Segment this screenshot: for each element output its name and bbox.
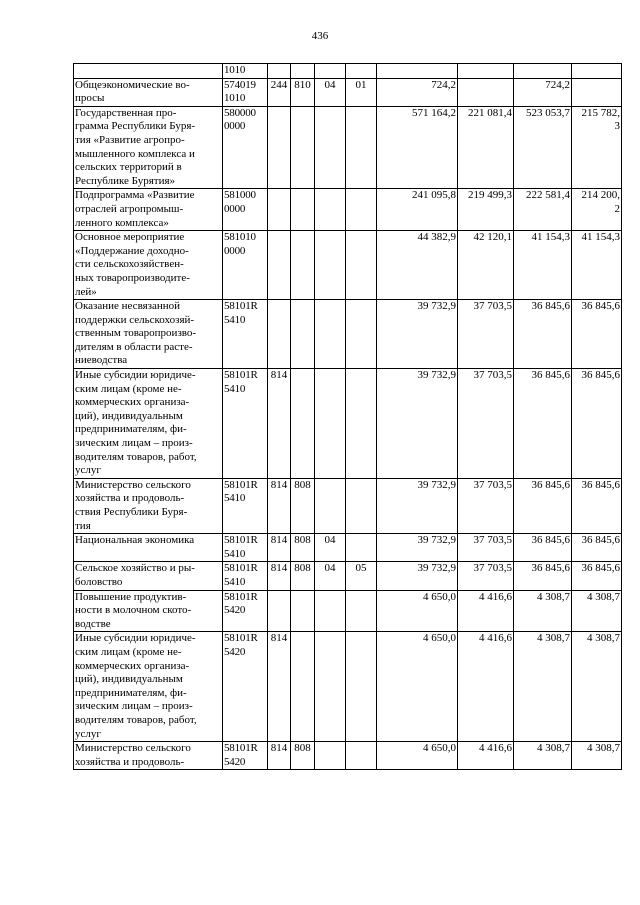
cell-subsection xyxy=(346,742,377,770)
cell-line: водстве xyxy=(75,617,111,630)
cell-line: зическим лицам – произ- xyxy=(75,437,193,450)
cell-amount-2: 221 081,4 xyxy=(458,106,514,189)
cell-line: 58101R xyxy=(224,562,258,575)
cell-line: коммерческих организа- xyxy=(75,396,190,409)
cell-ministry-code xyxy=(291,590,315,632)
cell-line: Республике Бурятия» xyxy=(75,174,176,187)
cell-expense-type xyxy=(268,106,291,189)
cell-expense-type: 814 xyxy=(268,369,291,479)
cell-line: 581000 xyxy=(224,189,256,202)
cell-line: 574019 xyxy=(224,78,256,91)
cell-amount-3: 4 308,7 xyxy=(514,632,572,742)
cell-line: 0000 xyxy=(224,120,246,133)
table-row xyxy=(74,562,622,590)
cell-section xyxy=(315,478,346,533)
cell-line: 58101R xyxy=(224,369,258,382)
cell-line: 215 782, xyxy=(581,106,620,119)
table-row xyxy=(74,231,622,300)
cell-line: Иные субсидии юридиче- xyxy=(75,632,196,645)
table-row xyxy=(74,189,622,231)
cell-line: услуг xyxy=(75,727,101,740)
cell-ministry-code xyxy=(291,106,315,189)
cell-line: коммерческих организа- xyxy=(75,659,190,672)
cell-amount-4: 36 845,6 xyxy=(572,369,622,479)
cell-target-code xyxy=(223,590,268,632)
cell-line: 58101R xyxy=(224,300,258,313)
cell-name xyxy=(74,478,223,533)
cell-name xyxy=(74,369,223,479)
table-row xyxy=(74,534,622,562)
cell-amount-2: 4 416,6 xyxy=(458,742,514,770)
cell-amount-2: 4 416,6 xyxy=(458,590,514,632)
cell-section xyxy=(315,300,346,369)
cell-line: 58101R xyxy=(224,534,258,547)
cell-name xyxy=(74,632,223,742)
cell-line: водителям товаров, работ, xyxy=(75,713,197,726)
cell-ministry-code: 808 xyxy=(291,742,315,770)
cell-line: 0000 xyxy=(224,244,246,257)
cell-target-code xyxy=(223,534,268,562)
cell-expense-type: 814 xyxy=(268,562,291,590)
cell-line: ций), индивидуальным xyxy=(75,673,183,686)
cell-section: 04 xyxy=(315,534,346,562)
cell-expense-type xyxy=(268,189,291,231)
cell-expense-type: 244 xyxy=(268,78,291,106)
cell-line: «Поддержание доходно- xyxy=(75,244,189,257)
cell-amount-2 xyxy=(458,64,514,79)
cell-line: ных товаропроизводите- xyxy=(75,271,190,284)
cell-expense-type: 814 xyxy=(268,478,291,533)
cell-target-code xyxy=(223,562,268,590)
cell-subsection: 05 xyxy=(346,562,377,590)
cell-amount-4: 36 845,6 xyxy=(572,478,622,533)
cell-section xyxy=(315,590,346,632)
cell-line: 1010 xyxy=(224,92,246,105)
cell-line: Оказание несвязанной xyxy=(75,300,181,313)
cell-line: дителям в области расте- xyxy=(75,340,193,353)
cell-line: мышленного комплекса и xyxy=(75,147,195,160)
cell-subsection xyxy=(346,106,377,189)
cell-name xyxy=(74,78,223,106)
cell-ministry-code xyxy=(291,189,315,231)
cell-line: зическим лицам – произ- xyxy=(75,700,193,713)
cell-section xyxy=(315,189,346,231)
cell-ministry-code: 808 xyxy=(291,478,315,533)
cell-line: 580000 xyxy=(224,106,256,119)
cell-amount-3: 36 845,6 xyxy=(514,534,572,562)
cell-amount-4: 4 308,7 xyxy=(572,632,622,742)
cell-expense-type xyxy=(268,590,291,632)
cell-amount-2: 37 703,5 xyxy=(458,562,514,590)
cell-line: 214 200, xyxy=(581,189,620,202)
table-row xyxy=(74,64,622,79)
cell-expense-type xyxy=(268,300,291,369)
cell-line: 0000 xyxy=(224,202,246,215)
cell-amount-3: 36 845,6 xyxy=(514,300,572,369)
cell-line: 58101R xyxy=(224,478,258,491)
cell-amount-4: 36 845,6 xyxy=(572,534,622,562)
cell-target-code xyxy=(223,478,268,533)
cell-line: 5410 xyxy=(224,313,246,326)
cell-line: ствия Республики Буря- xyxy=(75,506,188,518)
cell-amount-2: 4 416,6 xyxy=(458,632,514,742)
cell-amount-4 xyxy=(572,189,622,231)
cell-ministry-code: 808 xyxy=(291,562,315,590)
cell-name xyxy=(74,534,223,562)
cell-name xyxy=(74,562,223,590)
table-body xyxy=(74,64,622,770)
cell-line: грамма Республики Буря- xyxy=(75,120,196,133)
cell-line: Подпрограмма «Развитие xyxy=(75,189,195,202)
cell-line: предпринимателям, фи- xyxy=(75,423,187,436)
table-row xyxy=(74,78,622,106)
cell-line: Иные субсидии юридиче- xyxy=(75,369,196,382)
cell-target-code xyxy=(223,231,268,300)
cell-ministry-code xyxy=(291,64,315,79)
table-row xyxy=(74,300,622,369)
cell-line: 5420 xyxy=(224,645,246,658)
cell-amount-4 xyxy=(572,106,622,189)
cell-section xyxy=(315,106,346,189)
cell-expense-type: 814 xyxy=(268,534,291,562)
cell-amount-4 xyxy=(572,78,622,106)
cell-amount-3: 36 845,6 xyxy=(514,478,572,533)
cell-subsection xyxy=(346,534,377,562)
cell-ministry-code: 810 xyxy=(291,78,315,106)
table-row xyxy=(74,106,622,189)
cell-line: Общеэкономические во- xyxy=(75,78,190,91)
cell-line: 1010 xyxy=(224,64,246,76)
cell-amount-3: 36 845,6 xyxy=(514,562,572,590)
cell-line: 58101R xyxy=(224,632,258,645)
cell-subsection xyxy=(346,478,377,533)
cell-amount-4: 36 845,6 xyxy=(572,300,622,369)
cell-expense-type xyxy=(268,231,291,300)
cell-amount-1: 241 095,8 xyxy=(377,189,458,231)
table-row xyxy=(74,478,622,533)
cell-name xyxy=(74,590,223,632)
cell-line: Национальная экономика xyxy=(75,534,195,547)
cell-target-code xyxy=(223,78,268,106)
cell-amount-1: 39 732,9 xyxy=(377,478,458,533)
cell-expense-type: 814 xyxy=(268,632,291,742)
cell-target-code xyxy=(223,369,268,479)
cell-line: сельских территорий в xyxy=(75,161,182,174)
cell-line: Основное мероприятие xyxy=(75,231,185,244)
cell-amount-2: 219 499,3 xyxy=(458,189,514,231)
cell-line: предпринимателям, фи- xyxy=(75,686,187,699)
cell-ministry-code xyxy=(291,369,315,479)
cell-line: Министерство сельского xyxy=(75,478,191,491)
cell-section xyxy=(315,369,346,479)
cell-ministry-code xyxy=(291,231,315,300)
cell-line: ским лицам (кроме не- xyxy=(75,382,182,395)
cell-amount-1: 44 382,9 xyxy=(377,231,458,300)
cell-line: 581010 xyxy=(224,231,256,244)
cell-name xyxy=(74,300,223,369)
cell-line: 58101R xyxy=(224,742,258,755)
cell-line: 5410 xyxy=(224,547,246,560)
cell-target-code xyxy=(223,106,268,189)
cell-subsection xyxy=(346,189,377,231)
cell-line: услуг xyxy=(75,464,101,477)
cell-line: 5410 xyxy=(224,492,246,505)
cell-amount-1: 39 732,9 xyxy=(377,562,458,590)
cell-amount-2: 37 703,5 xyxy=(458,478,514,533)
cell-amount-3: 724,2 xyxy=(514,78,572,106)
cell-line: ским лицам (кроме не- xyxy=(75,645,182,658)
cell-line: ниеводства xyxy=(75,354,128,367)
cell-line: ственным товаропроизво- xyxy=(75,327,197,340)
cell-ministry-code: 808 xyxy=(291,534,315,562)
cell-amount-1: 571 164,2 xyxy=(377,106,458,189)
cell-amount-2: 42 120,1 xyxy=(458,231,514,300)
budget-table xyxy=(73,63,622,770)
cell-line: 2 xyxy=(614,202,620,215)
cell-line: тия «Развитие агропро- xyxy=(75,133,185,146)
cell-name xyxy=(74,231,223,300)
cell-name xyxy=(74,106,223,189)
cell-line: водителям товаров, работ, xyxy=(75,450,197,463)
cell-subsection xyxy=(346,64,377,79)
cell-amount-1: 39 732,9 xyxy=(377,534,458,562)
cell-amount-4: 36 845,6 xyxy=(572,562,622,590)
cell-line: тия xyxy=(75,519,91,532)
cell-section xyxy=(315,742,346,770)
cell-amount-4: 4 308,7 xyxy=(572,590,622,632)
cell-target-code xyxy=(223,632,268,742)
cell-expense-type xyxy=(268,64,291,79)
cell-line: 5410 xyxy=(224,575,246,588)
table-row xyxy=(74,590,622,632)
cell-amount-2: 37 703,5 xyxy=(458,300,514,369)
cell-amount-3: 41 154,3 xyxy=(514,231,572,300)
cell-ministry-code xyxy=(291,300,315,369)
cell-line: 58101R xyxy=(224,590,258,603)
cell-amount-2: 37 703,5 xyxy=(458,369,514,479)
cell-line: ций), индивидуальным xyxy=(75,409,183,422)
cell-line: боловство xyxy=(75,575,123,588)
cell-amount-3: 36 845,6 xyxy=(514,369,572,479)
cell-subsection xyxy=(346,369,377,479)
cell-name xyxy=(74,189,223,231)
cell-line: ности в молочном ското- xyxy=(75,604,192,617)
cell-line: Повышение продуктив- xyxy=(75,590,187,603)
cell-amount-3: 4 308,7 xyxy=(514,742,572,770)
cell-line: 5410 xyxy=(224,382,246,395)
cell-amount-1 xyxy=(377,64,458,79)
cell-amount-3: 222 581,4 xyxy=(514,189,572,231)
cell-amount-3: 523 053,7 xyxy=(514,106,572,189)
cell-amount-3 xyxy=(514,64,572,79)
cell-amount-2 xyxy=(458,78,514,106)
table-row xyxy=(74,369,622,479)
cell-amount-3: 4 308,7 xyxy=(514,590,572,632)
cell-section xyxy=(315,632,346,742)
cell-amount-4: 4 308,7 xyxy=(572,742,622,770)
cell-line: Государственная про- xyxy=(75,106,177,119)
cell-line: Сельское хозяйство и ры- xyxy=(75,562,195,575)
cell-line: 5420 xyxy=(224,755,246,768)
cell-name xyxy=(74,64,223,79)
cell-ministry-code xyxy=(291,632,315,742)
cell-target-code xyxy=(223,189,268,231)
cell-amount-1: 39 732,9 xyxy=(377,369,458,479)
cell-subsection xyxy=(346,300,377,369)
cell-target-code xyxy=(223,64,268,79)
cell-subsection: 01 xyxy=(346,78,377,106)
cell-section xyxy=(315,64,346,79)
cell-line: просы xyxy=(75,92,105,105)
cell-subsection xyxy=(346,590,377,632)
cell-expense-type: 814 xyxy=(268,742,291,770)
cell-amount-1: 4 650,0 xyxy=(377,742,458,770)
cell-subsection xyxy=(346,632,377,742)
cell-line: 3 xyxy=(614,120,620,133)
cell-amount-2: 37 703,5 xyxy=(458,534,514,562)
cell-amount-4: 41 154,3 xyxy=(572,231,622,300)
cell-line: 5420 xyxy=(224,604,246,617)
cell-section: 04 xyxy=(315,78,346,106)
cell-amount-1: 4 650,0 xyxy=(377,590,458,632)
table-row xyxy=(74,632,622,742)
cell-line: сти сельскохозяйствен- xyxy=(75,258,184,271)
cell-line: Министерство сельского xyxy=(75,742,191,755)
cell-section: 04 xyxy=(315,562,346,590)
cell-line: хозяйства и продоволь- xyxy=(75,755,185,768)
page-number: 436 xyxy=(311,30,329,42)
cell-line: поддержки сельскохозяй- xyxy=(75,313,195,326)
cell-name xyxy=(74,742,223,770)
cell-section xyxy=(315,231,346,300)
cell-line: ленного комплекса» xyxy=(75,216,169,229)
cell-amount-1: 39 732,9 xyxy=(377,300,458,369)
cell-line: лей» xyxy=(75,285,97,298)
cell-line: отраслей агропромыш- xyxy=(75,202,184,215)
cell-amount-1: 724,2 xyxy=(377,78,458,106)
cell-amount-1: 4 650,0 xyxy=(377,632,458,742)
cell-amount-4 xyxy=(572,64,622,79)
cell-target-code xyxy=(223,300,268,369)
cell-target-code xyxy=(223,742,268,770)
table-row xyxy=(74,742,622,770)
cell-subsection xyxy=(346,231,377,300)
cell-line: хозяйства и продоволь- xyxy=(75,492,185,505)
